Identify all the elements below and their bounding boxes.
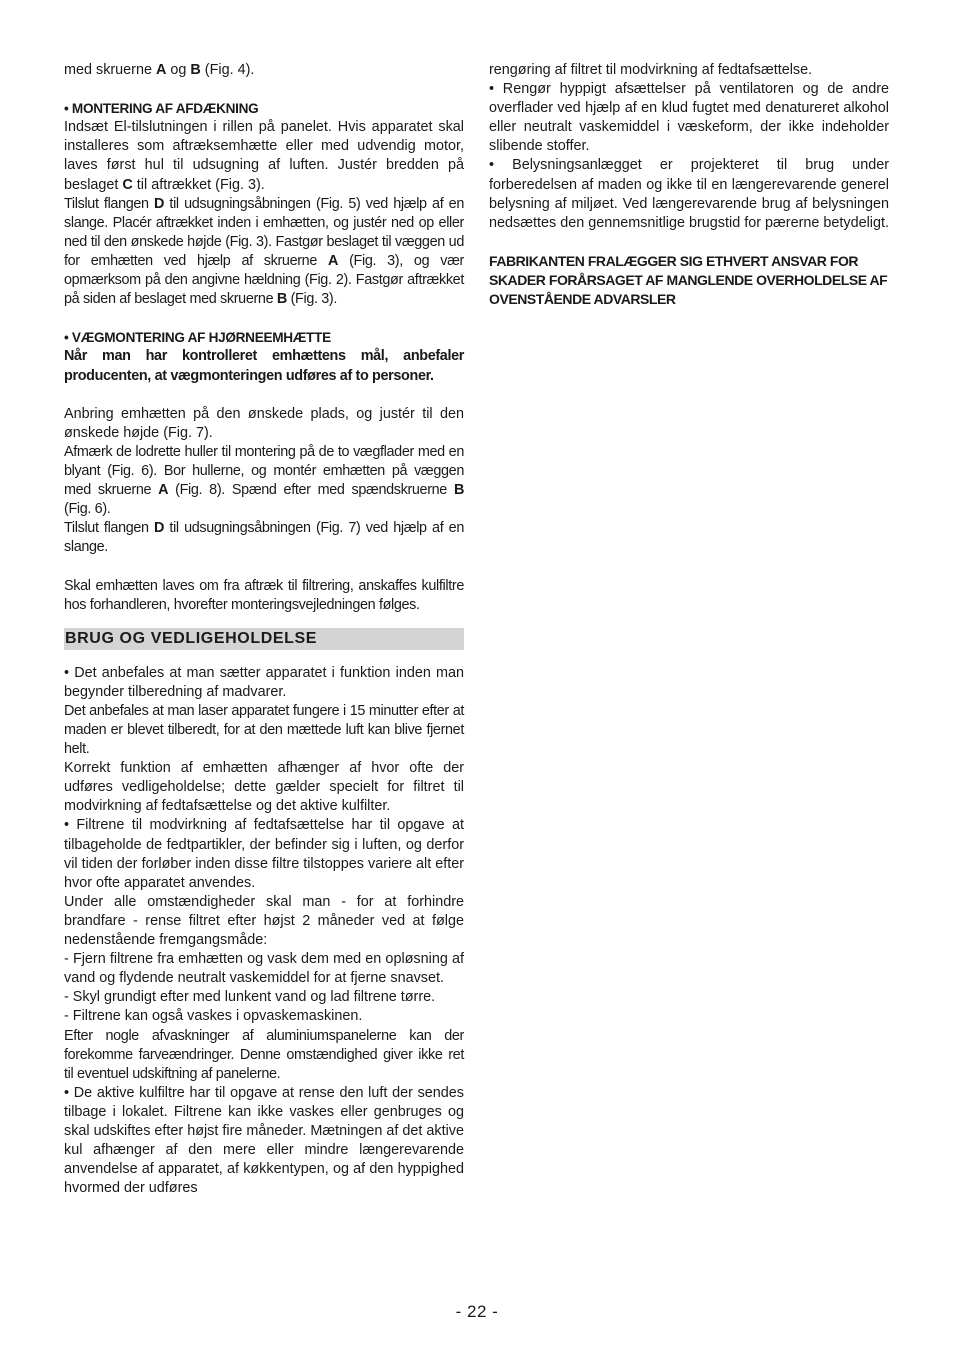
intro-paragraph (64, 61, 464, 80)
text: til udsugningsåbningen (Fig. 5) ved hjælp af en slange. Placér aftrækket inden i emhætten, og justér ned op eller ned til den ønskede højde (Fig. 3). Fastgør beslaget til væggen ud for emhætten ved hjælp af skruerne (64, 195, 464, 269)
right-paragraph-2: • Rengør hyppigt afsættelser på ventilatoren og de andre overflader ved hjælp af en klud fugtet med denatureret alkohol eller neutralt vaskemiddel i væskeform, der ikke indeholder slibende stoffer. (489, 81, 889, 155)
paragraph-placement: Anbring emhætten på den ønskede plads, og justér til den ønskede højde (Fig. 7). (64, 405, 464, 441)
warning-two-persons: Når man har kontrolleret emhættens mål, anbefaler producenten, at vægmonteringen udføres af to personer. (64, 348, 464, 384)
text: til udsugningsåbningen (Fig. 7) ved hjælp af en slange. (64, 520, 464, 556)
usage-paragraph-8: - Filtrene kan også vaskes i opvaskemaskinen. (64, 1008, 363, 1025)
section-header-bar (64, 628, 464, 650)
ref-b: B (190, 62, 201, 78)
ref-a: A (328, 252, 339, 269)
usage-paragraph-7: - Skyl grundigt efter med lunkent vand og lad filtrene tørre. (64, 989, 436, 1006)
usage-paragraph-9: Efter nogle afvaskninger af aluminiumspanelerne kan der forekomme farveændringer. Denne omstændighed giver ikke ret til eventuel udskiftning af panelerne. (64, 1027, 464, 1082)
page-number: - 22 - (455, 1302, 499, 1321)
usage-paragraph-2: Det anbefales at man laser apparatet fungere i 15 minutter efter at maden er blevet tilberedt, for at den mættede luft kan blive fjernet helt. (64, 702, 464, 758)
ref-b: B (276, 291, 287, 308)
usage-paragraph-4: • Filtrene til modvirkning af fedtafsættelse har til opgave at tilbageholde de fedtpartikler, der befinder sig i luften, og derfor vil tiden der forløber inden disse filtre tilstoppes variere alt efter hvor ofte apparatet anvendes. (64, 817, 464, 891)
text: Afmærk de lodrette huller til montering på de to vægflader med en blyant (Fig. 6). Bor hullerne, og montér emhætten på væggen med skruerne (64, 443, 464, 499)
text: med skruerne (64, 62, 156, 78)
paragraph-flange (64, 195, 464, 310)
ref-a: A (155, 62, 167, 78)
text: (Fig. 6). (64, 501, 111, 518)
text: Tilslut flangen (64, 195, 155, 212)
paragraph-flange-2 (64, 519, 464, 557)
ref-b: B (453, 482, 464, 499)
right-paragraph-3: • Belysningsanlægget er projekteret til brug under forberedelsen af maden og ikke til en længerevarende generel belysning af miljøet. Ved længerevarende brug af belysningen nedsættes den gennemsnitlige brugstid for pærerne betydeligt. (489, 157, 889, 231)
section-title: BRUG OG VEDLIGEHOLDELSE (65, 629, 318, 647)
ref-c: C (122, 176, 133, 193)
paragraph-montering (64, 118, 464, 194)
text: (Fig. 8). Spænd efter med spændskruerne (168, 482, 454, 499)
usage-paragraph-5: Under alle omstændigheder skal man - for at forhindre brandfare - rense filtret efter højst 2 måneder ved at følge nedenstående fremgangsmåde: (64, 893, 464, 949)
liability-disclaimer: FABRIKANTEN FRALÆGGER SIG ETHVERT ANSVAR FOR SKADER FORÅRSAGET AF MANGLENDE OVERHOLDELSE AF OVENSTÅENDE ADVARSLER (489, 252, 888, 308)
heading-vaegmontering: • VÆGMONTERING AF HJØRNEEMHÆTTE (64, 330, 331, 346)
ref-a: A (158, 482, 169, 499)
right-column (489, 61, 889, 309)
text: (Fig. 4). (200, 62, 255, 78)
usage-paragraph-3: Korrekt funktion af emhætten afhænger af hvor ofte der udføres vedligeholdelse; dette gælder specielt for filtret til modvirkning af fedtafsættelse og det aktive kulfilter. (64, 760, 464, 815)
text: og (166, 62, 191, 78)
ref-d: D (154, 195, 165, 212)
usage-paragraph-1: • Det anbefales at man sætter apparatet i funktion inden man begynder tilberedning af madvarer. (64, 664, 464, 700)
text: Tilslut flangen (64, 520, 155, 537)
ref-d: D (154, 520, 165, 537)
text: Indsæt El-tilslutningen i rillen på panelet. Hvis apparatet skal installeres som aftræksemhætte eller med udvendig motor, laves først hul til udsugning af luften. Justér bredden på beslaget (64, 119, 464, 193)
heading-montering: • MONTERING AF AFDÆKNING (64, 101, 259, 117)
left-column (64, 61, 464, 1198)
paragraph-holes (64, 443, 464, 519)
usage-paragraph-6: - Fjern filtrene fra emhætten og vask dem med en opløsning af vand og flydende neutralt vaskemiddel for at fjerne snavset. (64, 951, 464, 987)
right-paragraph-1: rengøring af filtret til modvirkning af fedtafsættelse. (489, 62, 813, 78)
paragraph-filter-conversion: Skal emhætten laves om fra aftræk til filtrering, anskaffes kulfiltre hos forhandleren, hvorefter monteringsvejledningen følges. (64, 577, 464, 613)
text: (Fig. 3), og vær opmærksom på den angivne hældning (Fig. 2). Fastgør aftrækket på siden af beslaget med skruerne (64, 252, 464, 308)
text: til aftrækket (Fig. 3). (132, 176, 265, 193)
usage-paragraph-10: • De aktive kulfiltre har til opgave at rense den luft der sendes tilbage i lokalet. Filtrene kan ikke vaskes eller genbruges og skal udskiftes efter højst fire måneder. Mætningen af det aktive kul afhænger af den mere eller mindre længerevarende anvendelse af apparatet, af køkkentypen, og af den hyppighed hvormed der udføres (64, 1084, 464, 1197)
text: (Fig. 3). (286, 291, 338, 308)
